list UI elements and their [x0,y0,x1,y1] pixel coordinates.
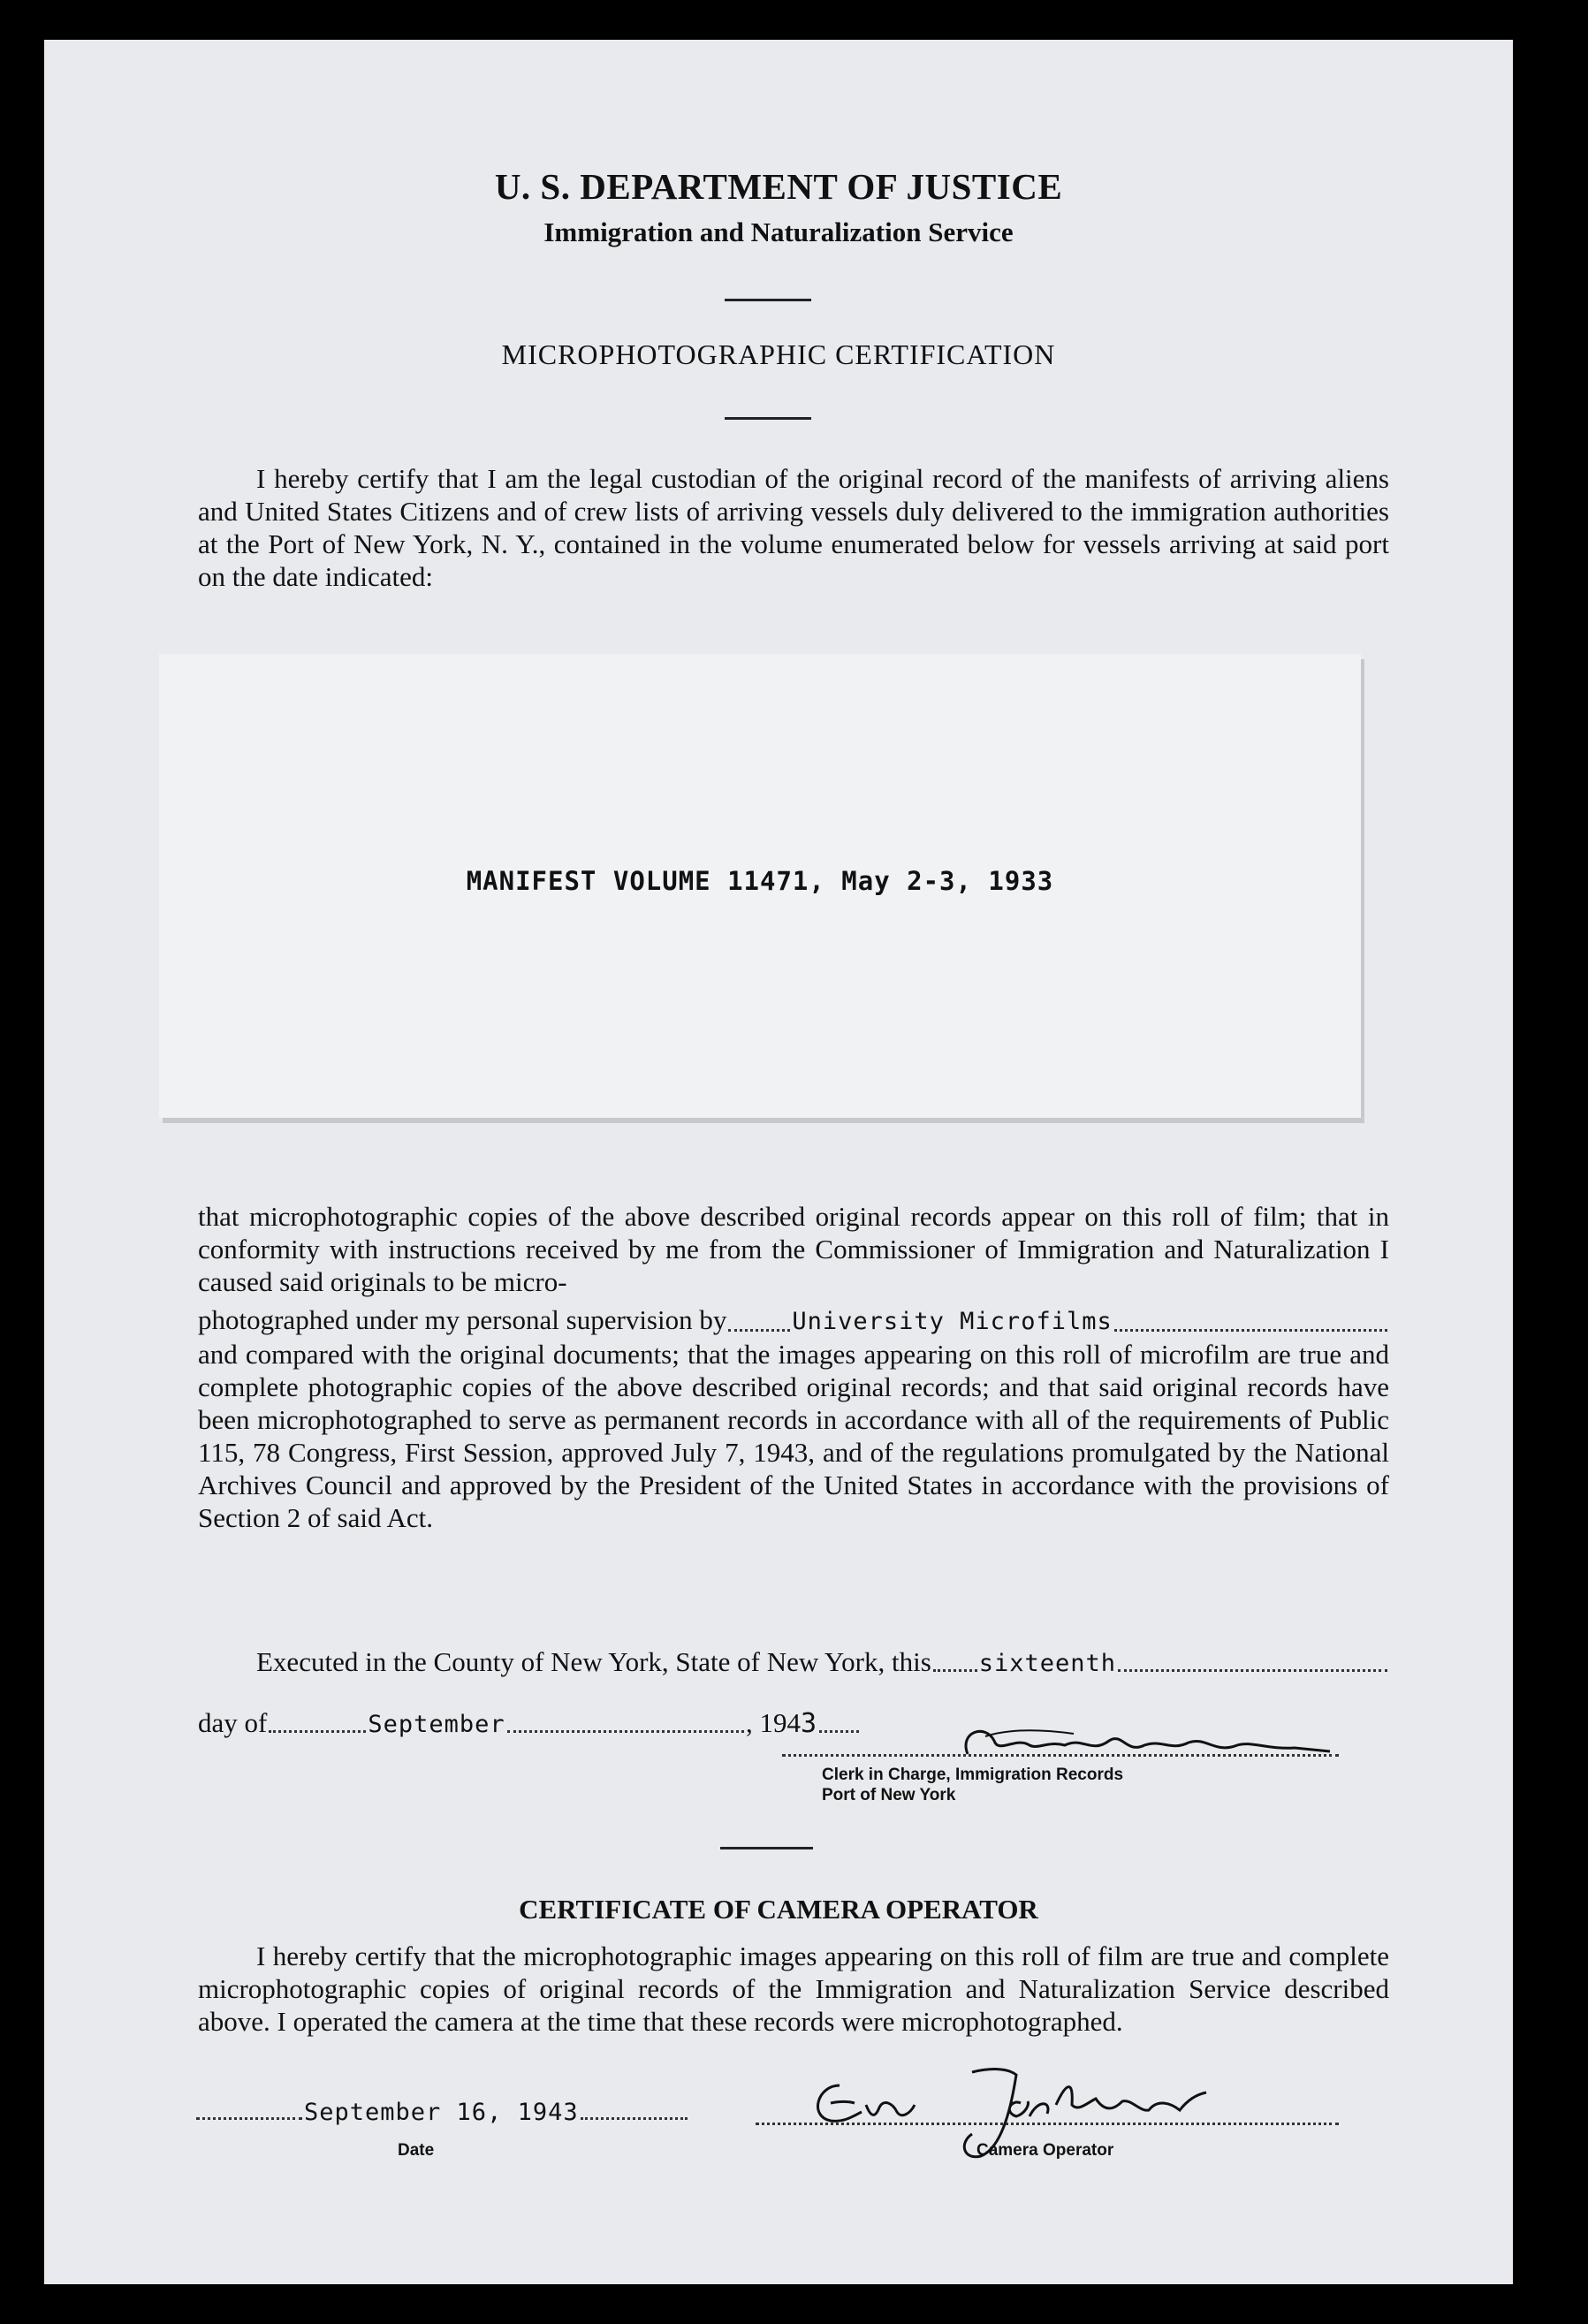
agency-heading: U. S. DEPARTMENT OF JUSTICE [494,166,1063,207]
camera-date-value: September 16, 1943 [304,2099,579,2126]
divider [725,417,811,420]
body-part2: and compared with the original documents; that the images appearing on this roll of microfilm are true and complete photographic copies of the above described original records; and that said original records have been microphotographed to serve as permanent records in accordance with all of the requirements of Public 115, 78 Congress, First Session, approved July 7, 1943, and of the regulations promulgated by the National Archives Council and approved by the President of the United States in accordance with the provisions of Section 2 of said Act. [198,1339,1389,1533]
supervision-prefix: photographed under my personal supervision by [198,1304,727,1335]
body-paragraph [198,1200,1389,1534]
camera-date-label: Date [398,2141,435,2160]
executed-day: sixteenth [978,1650,1117,1677]
year-prefix: , 194 [745,1707,801,1738]
divider [720,1847,813,1849]
supervisor-value: University Microfilms [792,1308,1113,1335]
camera-date-field [194,2099,689,2126]
clerk-port: Port of New York [822,1786,956,1804]
camera-heading: CERTIFICATE OF CAMERA OPERATOR [519,1894,1038,1925]
clerk-signature-line [782,1754,1339,1757]
divider [725,299,811,301]
body-part1: that microphotographic copies of the above described original records appear on this roll of film; that in conformity with instructions received by me from the Commissioner of Immigration and Naturalization I caused said originals to be micro- [198,1201,1389,1297]
camera-operator-label: Camera Operator [976,2141,1114,2160]
clerk-block [822,1765,1123,1805]
year-digit: 3 [800,1708,817,1739]
executed-month: September [368,1711,505,1738]
manifest-label: MANIFEST VOLUME 11471, May 2-3, 1933 [466,866,1054,896]
supervision-line [198,1303,1389,1338]
certification-title: MICROPHOTOGRAPHIC CERTIFICATION [501,338,1056,370]
service-heading: Immigration and Naturalization Service [543,216,1014,247]
intro-paragraph: I hereby certify that I am the legal custodian of the original record of the manifests of arriving aliens and United States Citizens and of crew lists of arriving vessels duly delivered to the immigration authorities at the Port of New York, N. Y., contained in the volume enumerated below for vessels arriving at said port on the date indicated: [198,463,1389,592]
dayof-label: day of [198,1707,268,1738]
date-line [198,1707,861,1739]
clerk-title: Clerk in Charge, Immigration Records [822,1766,1124,1784]
executed-line [256,1646,1389,1678]
camera-paragraph: I hereby certify that the microphotographic images appearing on this roll of film are true and complete microphotographic copies of original records of the Immigration and Naturalization Service described above. I operated the camera at the time that these records were microphotographed. [198,1940,1389,2037]
camera-signature-line [756,2123,1339,2125]
executed-prefix: Executed in the County of New York, State of New York, this [256,1646,931,1677]
manifest-photo-panel [159,654,1361,1118]
certificate-sheet [44,40,1513,2284]
